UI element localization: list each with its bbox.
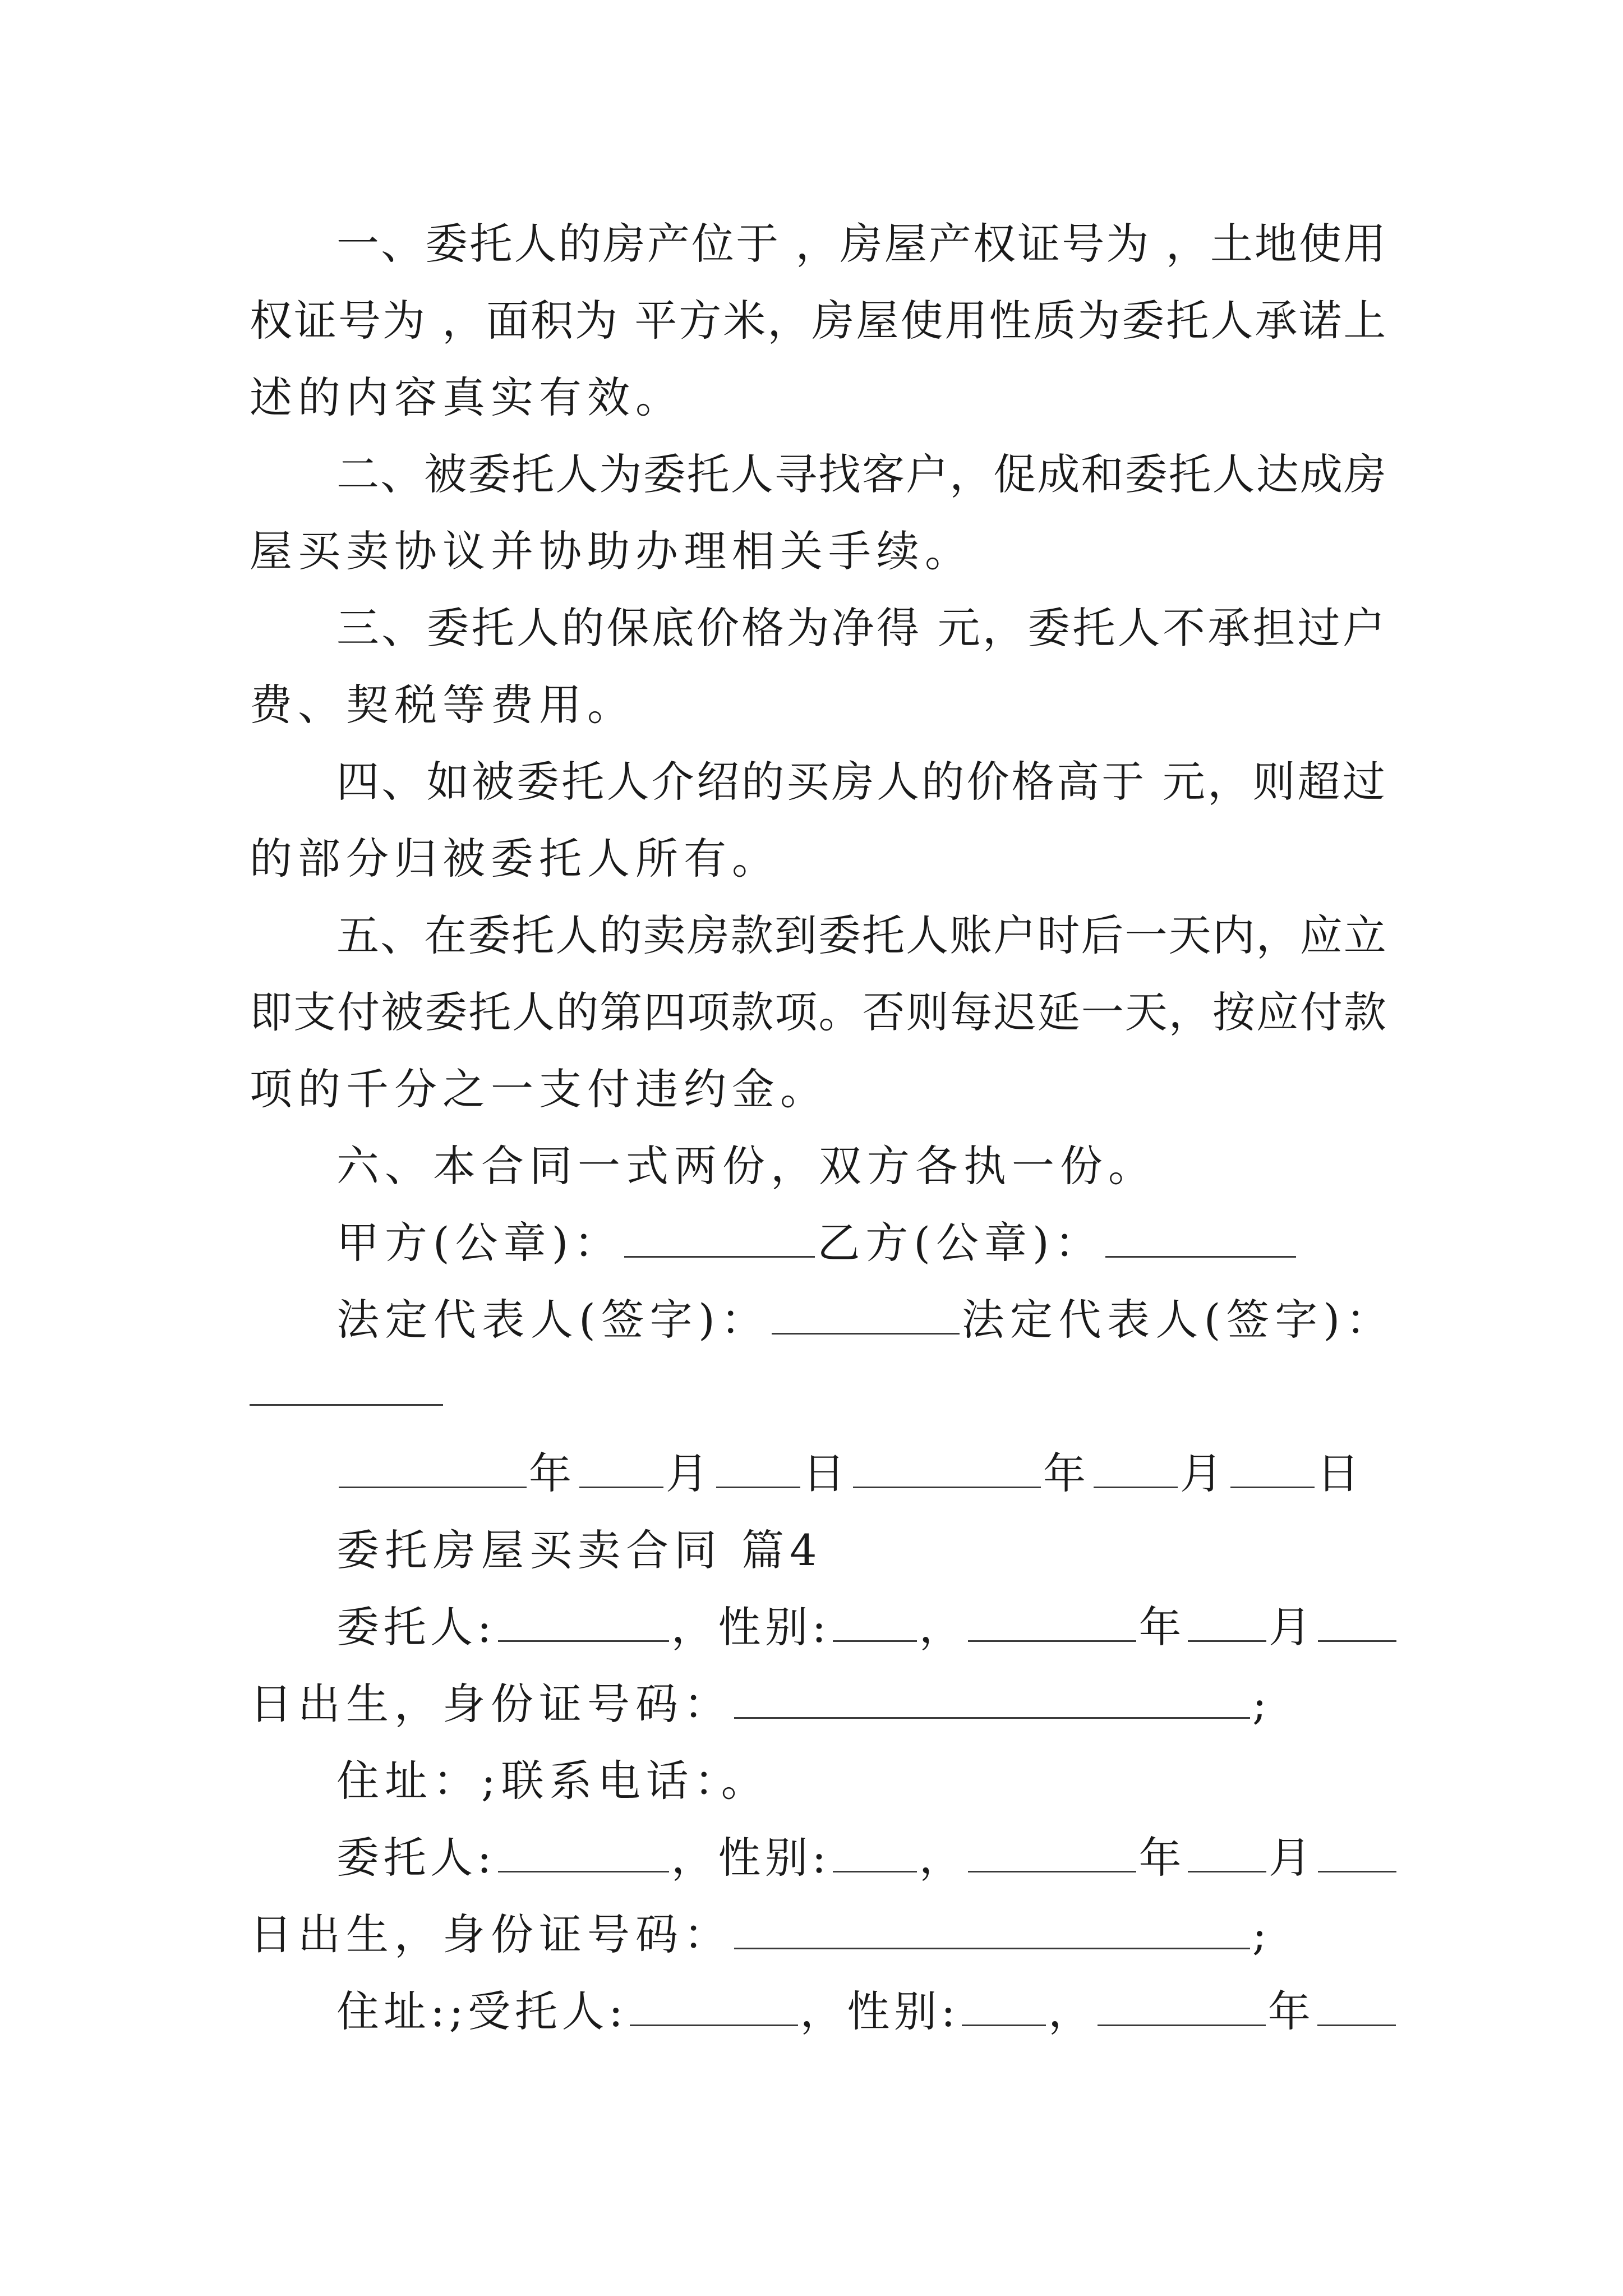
principal-2-year-blank[interactable] — [968, 1836, 1136, 1872]
date-b-year-blank[interactable] — [853, 1452, 1041, 1488]
date-a-day-blank[interactable] — [716, 1452, 800, 1488]
agent-gender-blank[interactable] — [962, 1990, 1046, 2026]
principal-2-label: 委托人: — [336, 1833, 496, 1883]
principal-1-semicolon: ; — [1252, 1679, 1272, 1729]
date-a-month-blank[interactable] — [579, 1452, 663, 1488]
date-a-year-blank[interactable] — [339, 1452, 527, 1488]
principal-1-label: 委托人: — [336, 1602, 496, 1652]
principal-2-name-blank[interactable] — [498, 1836, 669, 1872]
agent-line — [336, 1984, 1398, 2040]
legal-rep-a-label: 法定代表人(签字)： — [336, 1295, 769, 1345]
clause-2-line-1: 二、被委托人为委托人寻找客户，促成和委托人达成房 — [336, 449, 1387, 499]
date-b-day-blank[interactable] — [1230, 1452, 1315, 1488]
principal-1-day-blank[interactable] — [1318, 1605, 1396, 1642]
principal-1-year-label: 年 — [1138, 1602, 1186, 1652]
clause-1-line-1: 一、委托人的房产位于 ，房屋产权证号为 ，土地使用 — [336, 219, 1388, 269]
principal-1-name-blank[interactable] — [498, 1605, 669, 1642]
date-a-day-label: 日 — [803, 1448, 851, 1498]
clause-5-line-1: 五、在委托人的卖房款到委托人账户时后一天内，应立 — [336, 910, 1387, 960]
principal-2-year-label: 年 — [1138, 1833, 1186, 1883]
clause-6-line-1: 六、本合同一式两份，双方各执一份。 — [336, 1141, 1156, 1191]
agent-comma: ， — [1048, 1986, 1095, 2036]
principal-1-gender-label: ，性别: — [671, 1602, 831, 1652]
party-a-blank[interactable] — [624, 1221, 815, 1258]
principal-1-id-blank[interactable] — [734, 1682, 1250, 1719]
party-signature-line — [336, 1215, 1298, 1271]
agent-month-blank[interactable] — [1317, 1990, 1396, 2026]
party-a-label: 甲方(公章)： — [336, 1218, 623, 1268]
principal-2-gender-blank[interactable] — [833, 1836, 917, 1872]
clause-1-line-2: 权证号为 ，面积为 平方米，房屋使用性质为委托人承诺上 — [250, 296, 1388, 346]
clause-1-line-3: 述的内容真实有效。 — [250, 372, 684, 422]
legal-rep-b-label: 法定代表人(签字)： — [961, 1295, 1395, 1345]
clause-5-line-2: 即支付被委托人的第四项款项。否则每迟延一天，按应付款 — [250, 987, 1387, 1037]
principal-2-semicolon: ; — [1252, 1910, 1272, 1959]
principal-2-id-blank[interactable] — [734, 1913, 1250, 1949]
party-b-blank[interactable] — [1105, 1221, 1296, 1258]
date-b-day-label: 日 — [1317, 1448, 1365, 1498]
clause-3-line-2: 费、契税等费用。 — [250, 680, 635, 730]
agent-gender-label: ，性别: — [800, 1986, 960, 2036]
date-a-month-label: 月 — [666, 1448, 714, 1498]
legal-rep-signature-line — [336, 1292, 1394, 1348]
principal-1-month-label: 月 — [1269, 1602, 1316, 1652]
date-a-year-label: 年 — [529, 1448, 577, 1498]
clause-2-line-2: 屋买卖协议并协助办理相关手续。 — [250, 526, 973, 576]
clause-3-line-1: 三、委托人的保底价格为净得 元，委托人不承担过户 — [336, 603, 1388, 653]
agent-name-blank[interactable] — [630, 1990, 798, 2026]
principal-1-year-blank[interactable] — [968, 1605, 1136, 1642]
clause-5-line-3: 项的千分之一支付违约金。 — [250, 1064, 828, 1114]
clause-4-line-2: 的部分归被委托人所有。 — [250, 834, 780, 884]
principal-2-birth-id-label: 日出生，身份证号码： — [250, 1910, 732, 1959]
principal-2-line — [336, 1830, 1399, 1886]
principal-1-comma: ， — [919, 1602, 966, 1652]
principal-1-month-blank[interactable] — [1188, 1605, 1266, 1642]
agent-address-label: 住址:;受托人: — [336, 1986, 628, 2036]
clause-4-line-1: 四、如被委托人介绍的买房人的价格高于 元，则超过 — [336, 757, 1388, 807]
principal-1-birth-id-label: 日出生，身份证号码： — [250, 1679, 732, 1729]
legal-rep-a-blank[interactable] — [772, 1298, 960, 1335]
principal-2-comma: ， — [919, 1833, 966, 1883]
principal-2-month-label: 月 — [1269, 1833, 1316, 1883]
principal-2-day-blank[interactable] — [1318, 1836, 1396, 1872]
agent-year-label: 年 — [1267, 1986, 1315, 2036]
principal-1-line — [336, 1599, 1399, 1655]
principal-2-gender-label: ，性别: — [671, 1833, 831, 1883]
date-b-month-blank[interactable] — [1094, 1452, 1178, 1488]
principal-1-id-line — [250, 1676, 1272, 1732]
party-b-label: 乙方(公章)： — [817, 1218, 1103, 1268]
legal-rep-b-blank[interactable] — [250, 1404, 443, 1406]
principal-2-month-blank[interactable] — [1188, 1836, 1266, 1872]
date-b-month-label: 月 — [1180, 1448, 1228, 1498]
principal-1-gender-blank[interactable] — [833, 1605, 917, 1642]
section-heading: 委托房屋买卖合同 篇4 — [336, 1525, 823, 1575]
principal-2-id-line — [250, 1907, 1272, 1963]
date-b-year-label: 年 — [1043, 1448, 1091, 1498]
principal-1-address-line: 住址：;联系电话：。 — [336, 1756, 769, 1806]
agent-year-blank[interactable] — [1098, 1990, 1266, 2026]
date-line — [336, 1446, 1365, 1502]
